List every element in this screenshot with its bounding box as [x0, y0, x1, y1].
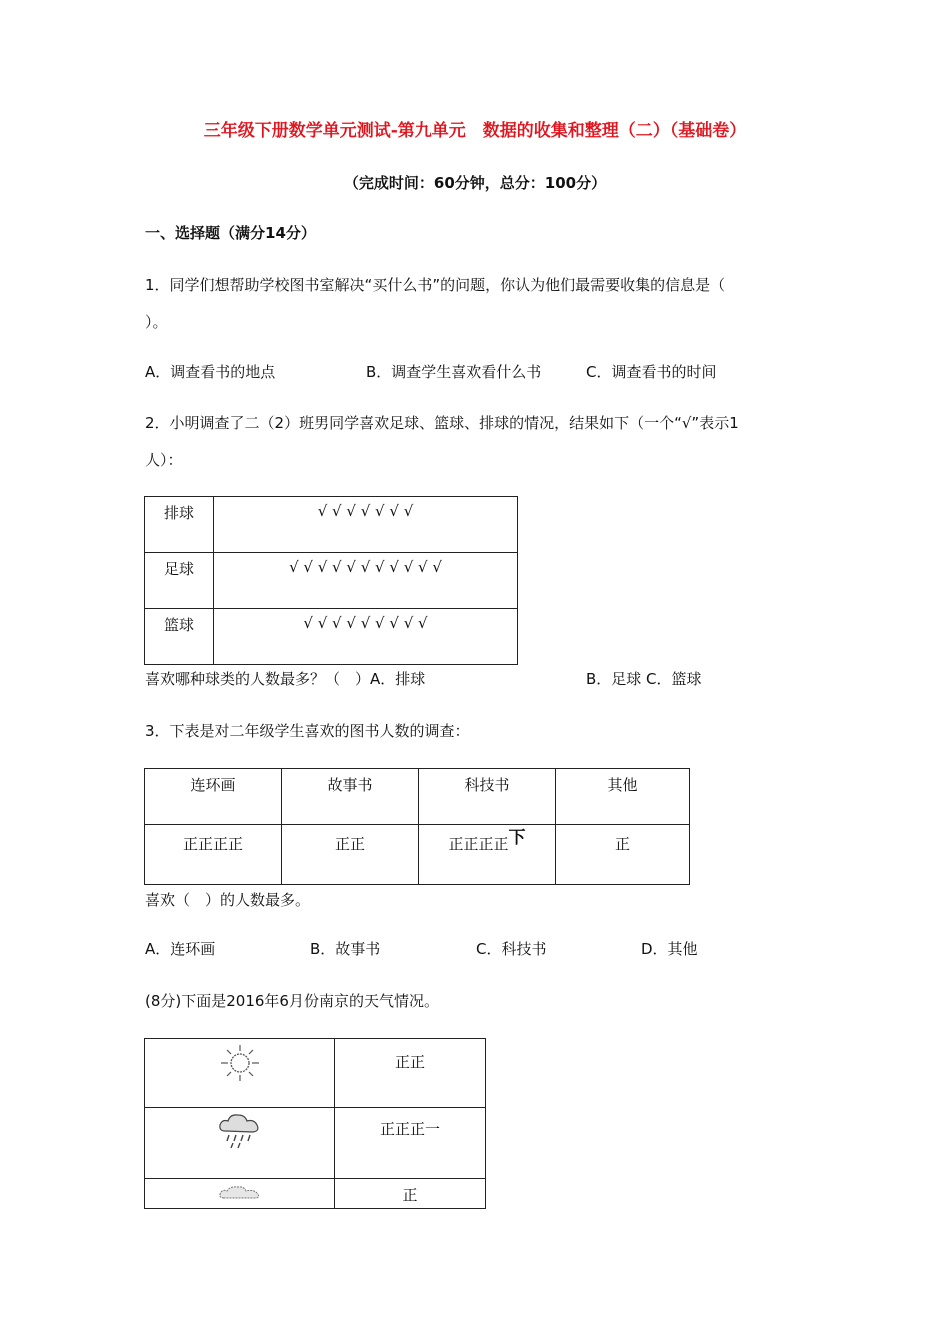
section-heading: 一、选择题（满分14分）: [145, 224, 316, 242]
q1-text-cont: ）。: [145, 313, 168, 331]
tally-cell: 正正正一: [335, 1108, 486, 1179]
tally-cell: 正: [335, 1179, 486, 1209]
row-label: 排球: [145, 497, 214, 553]
tally-cell: 正正: [282, 825, 419, 885]
ball-survey-table: [144, 496, 518, 665]
column-header: 其他: [556, 769, 690, 825]
q1-option-c: C．调查看书的时间: [586, 363, 717, 381]
weather-icon-cell: [145, 1108, 335, 1179]
rain-cloud-icon: [217, 1111, 263, 1151]
tally-text: 正正正正: [448, 835, 509, 853]
q4-text: (8分)下面是2016年6月份南京的天气情况。: [145, 992, 439, 1010]
column-header: 连环画: [145, 769, 282, 825]
tally-cell: 正: [556, 825, 690, 885]
row-label: 足球: [145, 553, 214, 609]
page-title: 三年级下册数学单元测试-第九单元 数据的收集和整理（二）（基础卷）: [203, 121, 747, 141]
tally-cell: 正正正正: [145, 825, 282, 885]
q3-question: 喜欢（ ）的人数最多。: [145, 891, 311, 909]
weather-icon-cell: [145, 1039, 335, 1108]
q3-option-d: D．其他: [641, 940, 698, 958]
column-header: 科技书: [419, 769, 556, 825]
q1-option-a: A．调查看书的地点: [145, 363, 276, 381]
q1-option-b: B．调查学生喜欢看什么书: [366, 363, 542, 381]
q2-text-cont: 人）：: [145, 451, 183, 469]
q2-option-b: B．足球: [586, 670, 642, 688]
tally-marks: √ √ √ √ √ √ √ √ √ √ √: [214, 553, 518, 609]
q3-option-c: C．科技书: [476, 940, 547, 958]
weather-icon-cell: [145, 1179, 335, 1209]
tally-cell: [419, 825, 556, 885]
q3-option-a: A．连环画: [145, 940, 216, 958]
q2-option-c: C．篮球: [646, 670, 702, 688]
q3-option-b: B．故事书: [310, 940, 381, 958]
sun-icon: [218, 1043, 262, 1083]
q1-text: 1．同学们想帮助学校图书室解决“买什么书”的问题，你认为他们最需要收集的信息是（: [145, 276, 726, 294]
tally-cell: 正正: [335, 1039, 486, 1108]
row-label: 篮球: [145, 609, 214, 665]
weather-table: [144, 1038, 486, 1209]
partial-tally: 下: [508, 828, 526, 848]
tally-marks: √ √ √ √ √ √ √: [214, 497, 518, 553]
q2-text: 2．小明调查了二（2）班男同学喜欢足球、篮球、排球的情况，结果如下（一个“√”表示1: [145, 414, 739, 432]
column-header: 故事书: [282, 769, 419, 825]
tally-marks: √ √ √ √ √ √ √ √ √: [214, 609, 518, 665]
cloud-icon: [218, 1183, 262, 1203]
q3-text: 3．下表是对二年级学生喜欢的图书人数的调查：: [145, 722, 470, 740]
exam-info: （完成时间：60分钟，总分：100分）: [343, 174, 607, 192]
book-survey-table: [144, 768, 690, 885]
q2-question: 喜欢哪种球类的人数最多？（ ）A．排球: [145, 670, 426, 688]
